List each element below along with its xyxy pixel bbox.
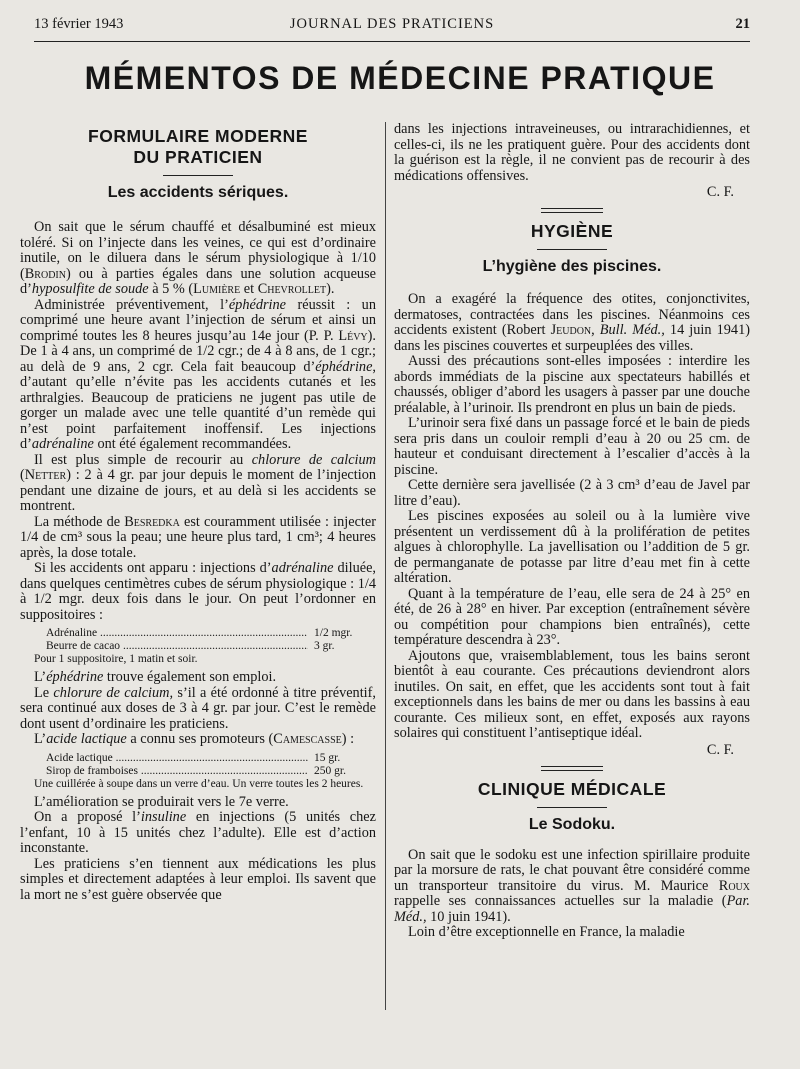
paragraph: L’éphédrine trouve également son emploi. (34, 669, 277, 685)
section-rule (163, 175, 233, 176)
paragraph: Ajoutons que, vraisemblablement, tous les bains seront bientôt à eau courante. Ces précautions deviendront alors inutiles. On sait, en effet, que les accidents sont tout à fait exceptionnels dans les bains de mer ou dans les bassins à eau courante. Ces milieux sont, en effet, exposés aux rayons solaires qui constituent l’antiseptique idéal. (394, 647, 750, 741)
paragraph: On a exagéré la fréquence des otites, conjonctivites, dermatoses, contractées dans les piscines. Néanmoins ces accidents existent (Robert Jeudon, Bull. Méd., 14 juin 1941) dans les piscines couvertes et surpeuplées des villes. (394, 291, 750, 354)
author-signature: C. F. (706, 184, 734, 200)
paragraph: Loin d’être exceptionnelle en France, la maladie (408, 924, 685, 940)
paragraph: L’amélioration se produirait vers le 7e verre. (34, 793, 289, 810)
article-subtitle: Les accidents sériques. (107, 184, 289, 201)
section-heading-line1: FORMULAIRE MODERNE (88, 126, 308, 146)
section-heading-hygiene: HYGIÈNE (530, 221, 614, 241)
section-heading-clinique: CLINIQUE MÉDICALE (477, 778, 667, 799)
column-divider (385, 122, 386, 1010)
running-header (34, 16, 750, 36)
article-subtitle: Le Sodoku. (528, 815, 616, 833)
paragraph: Le chlorure de calcium, s’il a été ordonné à titre préventif, sera continué aux doses de 3 à 4 gr. par jour. C’est le remède dont usent d’ordinaire les praticiens. (20, 684, 376, 732)
paragraph: dans les injections intraveineuses, ou intrarachidiennes, et celles-ci, ils ne les pratiquent guère. Pour des accidents dont la guérison est la règle, il ne convient pas de recourir à des médications offensives. (394, 121, 750, 184)
formula-row: Sirop de framboises ..... 250 gr. (20, 765, 376, 778)
author-signature: C. F. (706, 741, 734, 758)
section-heading-formulaire (20, 126, 376, 168)
prescription-formula (20, 752, 376, 791)
article-subtitle: L’hygiène des piscines. (482, 258, 662, 275)
paragraph: Aussi des précautions sont-elles imposées : interdire les abords immédiats de la piscine aux spectateurs habillés et chaussés, obliger d’abord les usagers à passer par une douche préalable, à l’urinoir. Ils prendront en plus un bain de pieds. (394, 353, 750, 416)
section-rule (537, 807, 607, 808)
header-journal-name: JOURNAL DES PRATICIENS (289, 16, 495, 32)
formula-row: Acide lactique ..... 15 gr. (20, 752, 376, 765)
paragraph: Quant à la température de l’eau, elle sera de 24 à 25° en été, de 26 à 28° en hiver. Par exception (entraînement sévère ou compétition pour champions bien entraînés), cette température descendra à 23°. (394, 585, 750, 648)
formula-row: Adrénaline ..... 1/2 mgr. (20, 627, 376, 640)
paragraph: Administrée préventivement, l’éphédrine réussit : un comprimé une heure avant l’injection de sérum et ainsi un comprimé toutes les 8 heures jusqu’au 14e jour (P. P. Lévy). De 1 à 4 ans, un comprimé de 1/2 cgr.; de 4 à 8 ans, de 1 cgr.; au delà de 9 ans, 2 cgr. Cela fait beaucoup d’éphédrine, d’autant qu’elle n’évite pas les accidents cutanés et les arthralgies. Beaucoup de praticiens ne jugent pas utile de gorger un malade avec une telle quantité d’un remède qui n’est point parfaitement inoffensif. Les injections d’adrénaline ont été également recommandées. (20, 296, 376, 452)
header-date: 13 février 1943 (34, 16, 124, 32)
paragraph: On sait que le sérum chauffé et désalbuminé est mieux toléré. Si on l’injecte dans les veines, ce qui est d’ordinaire inutile, on le diluera dans le sérum physiologique à 1/10 (Brodin) ou à parties égales dans une solution acqueuse d’hyposulfite de soude à 5 % (Lumière et Chevrollet). (20, 219, 376, 297)
paragraph: La méthode de Besredka est couramment utilisée : injecter 1/4 de cm³ sous la peau; une heure plus tard, 1 cm³; 4 heures après, la dose totale. (20, 513, 376, 561)
formula-row: Beurre de cacao ..... 3 gr. (20, 640, 376, 653)
paragraph: Il est plus simple de recourir au chlorure de calcium (Netter) : 2 à 4 gr. par jour depuis le moment de l’injection pendant une dizaine de jours, et au delà si les accidents se montrent. (20, 451, 376, 514)
header-page-number: 21 (735, 16, 750, 32)
paragraph: L’acide lactique a connu ses promoteurs (Camescasse) : (34, 731, 355, 747)
paragraph: L’urinoir sera fixé dans un passage forcé et le bain de pieds sera pris dans un couloir rempli d’eau à 20 ou 25 cm. de hauteur et conduisant directement à l’escalier d’accès à la piscine. (394, 415, 750, 478)
right-column (394, 122, 750, 941)
paragraph: On sait que le sodoku est une infection spirillaire produite par la morsure de rats, le chat pouvant être considéré comme un transporteur transitoire du virus. M. Maurice Roux rappelle ses connaissances actuelles sur la maladie (Par. Méd., 10 juin 1941). (394, 846, 750, 925)
section-separator (541, 208, 603, 213)
prescription-formula (20, 627, 376, 666)
formula-note: Pour 1 suppositoire, 1 matin et soir. (34, 653, 198, 665)
section-heading-line2: DU PRATICIEN (133, 147, 263, 167)
paragraph: On a proposé l’insuline en injections (5 unités chez l’enfant, 10 à 15 unités chez l’adulte). Elle est d’action inconstante. (20, 809, 376, 856)
paragraph: Les piscines exposées au soleil ou à la lumière vive présentent un verdissement dû à la prolifération de petites algues à chlorophylle. La javellisation ou l’addition de 5 gr. de permanganate de potasse par litre d’eau met fin à cette altération. (394, 508, 750, 586)
header-rule (34, 41, 750, 42)
paragraph: Cette dernière sera javellisée (2 à 3 cm³ d’eau de Javel par litre d’eau). (394, 477, 750, 509)
formula-note: Une cuillérée à soupe dans un verre d’eau. Un verre toutes les 2 heures. (34, 777, 364, 790)
left-column (20, 122, 376, 903)
paragraph: Les praticiens s’en tiennent aux médications les plus simples et directement adaptées à leur emploi. Ils savent que la mort ne s’est guère observée que (20, 855, 376, 903)
paragraph: Si les accidents ont apparu : injections d’adrénaline diluée, dans quelques centimètres cubes de sérum physiologique : 1/4 à 1/2 mgr. deux fois dans le jour. On peut l’ordonner en suppositoires : (20, 560, 376, 623)
section-rule (537, 249, 607, 250)
page-title: MÉMENTOS DE MÉDECINE PRATIQUE (84, 60, 716, 96)
section-separator (541, 766, 603, 771)
